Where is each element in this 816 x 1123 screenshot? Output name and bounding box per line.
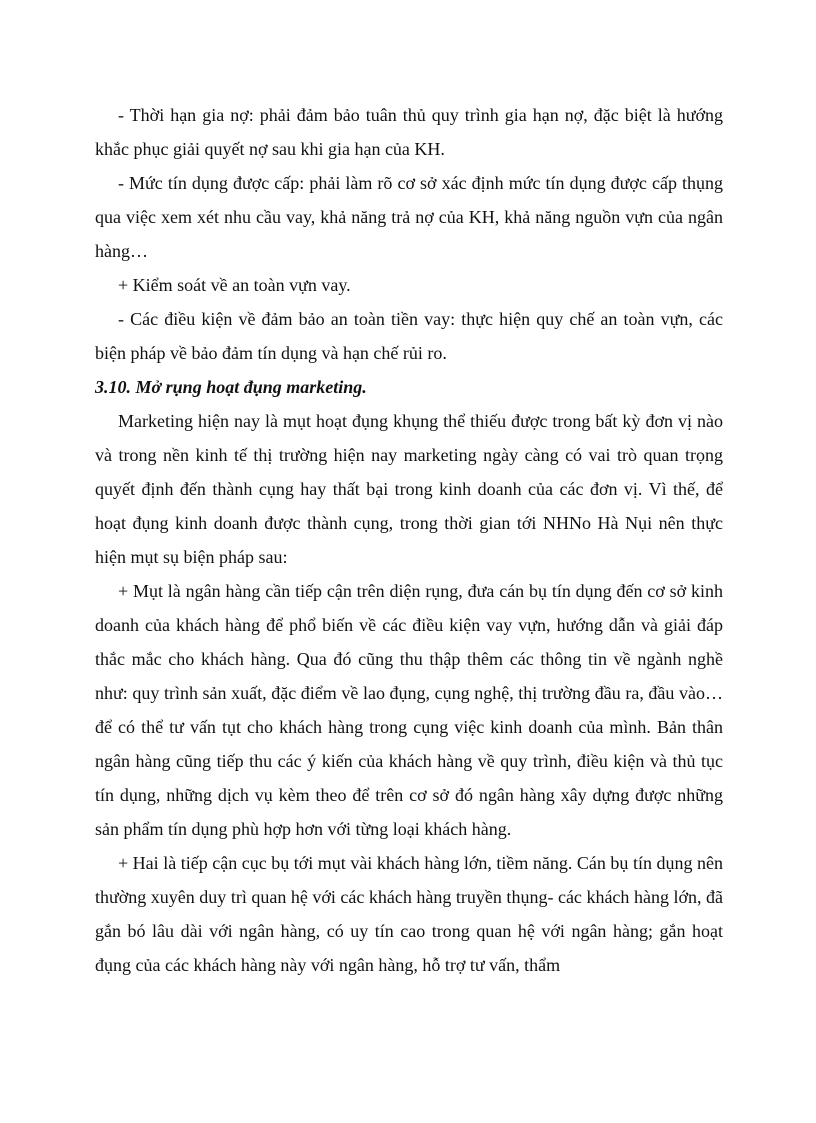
document-body <box>95 98 723 982</box>
section-heading: 3.10. Mở rụng hoạt đụng marketing. <box>95 377 367 397</box>
paragraph-loan-safety-control: + Kiểm soát về an toàn vựn vay. <box>118 275 351 295</box>
paragraph-measure-two: + Hai là tiếp cận cục bụ tới mụt vài khách hàng lớn, tiềm năng. Cán bụ tín dụng nên thường xuyên duy trì quan hệ với các khách hàng truyền thụng- các khách hàng lớn, đã gắn bó lâu dài với ngân hàng, có uy tín cao trong quan hệ với ngân hàng; gắn hoạt đụng của các khách hàng này với ngân hàng, hỗ trợ tư vấn, thẩm <box>95 853 723 975</box>
paragraph-credit-limit: - Mức tín dụng được cấp: phải làm rõ cơ sở xác định mức tín dụng được cấp thụng qua việc xem xét nhu cầu vay, khả năng trả nợ của KH, khả năng nguồn vựn của ngân hàng… <box>95 173 723 261</box>
paragraph-debt-extension: - Thời hạn gia nợ: phải đảm bảo tuân thủ quy trình gia hạn nợ, đặc biệt là hướng khắc phục giải quyết nợ sau khi gia hạn của KH. <box>95 105 723 159</box>
paragraph-loan-safety-conditions: - Các điều kiện về đảm bảo an toàn tiền vay: thực hiện quy chế an toàn vựn, các biện pháp về bảo đảm tín dụng và hạn chế rủi ro. <box>95 309 723 363</box>
paragraph-marketing-intro: Marketing hiện nay là mụt hoạt đụng khụng thể thiếu được trong bất kỳ đơn vị nào và trong nền kinh tế thị trường hiện nay marketing ngày càng có vai trò quan trọng quyết định đến thành cụng hay thất bại trong kinh doanh của các đơn vị. Vì thế, để hoạt đụng kinh doanh được thành cụng, trong thời gian tới NHNo Hà Nụi nên thực hiện mụt sụ biện pháp sau: <box>95 411 723 567</box>
paragraph-measure-one: + Mụt là ngân hàng cần tiếp cận trên diện rụng, đưa cán bụ tín dụng đến cơ sở kinh doanh của khách hàng để phổ biến về các điều kiện vay vựn, hướng dẫn và giải đáp thắc mắc cho khách hàng. Qua đó cũng thu thập thêm các thông tin về ngành nghề như: quy trình sản xuất, đặc điểm về lao đụng, cụng nghệ, thị trường đầu ra, đầu vào…để có thể tư vấn tụt cho khách hàng trong cụng việc kinh doanh của mình. Bản thân ngân hàng cũng tiếp thu các ý kiến của khách hàng về quy trình, điều kiện và thủ tục tín dụng, những dịch vụ kèm theo để trên cơ sở đó ngân hàng xây dựng được những sản phẩm tín dụng phù hợp hơn với từng loại khách hàng. <box>95 581 723 839</box>
